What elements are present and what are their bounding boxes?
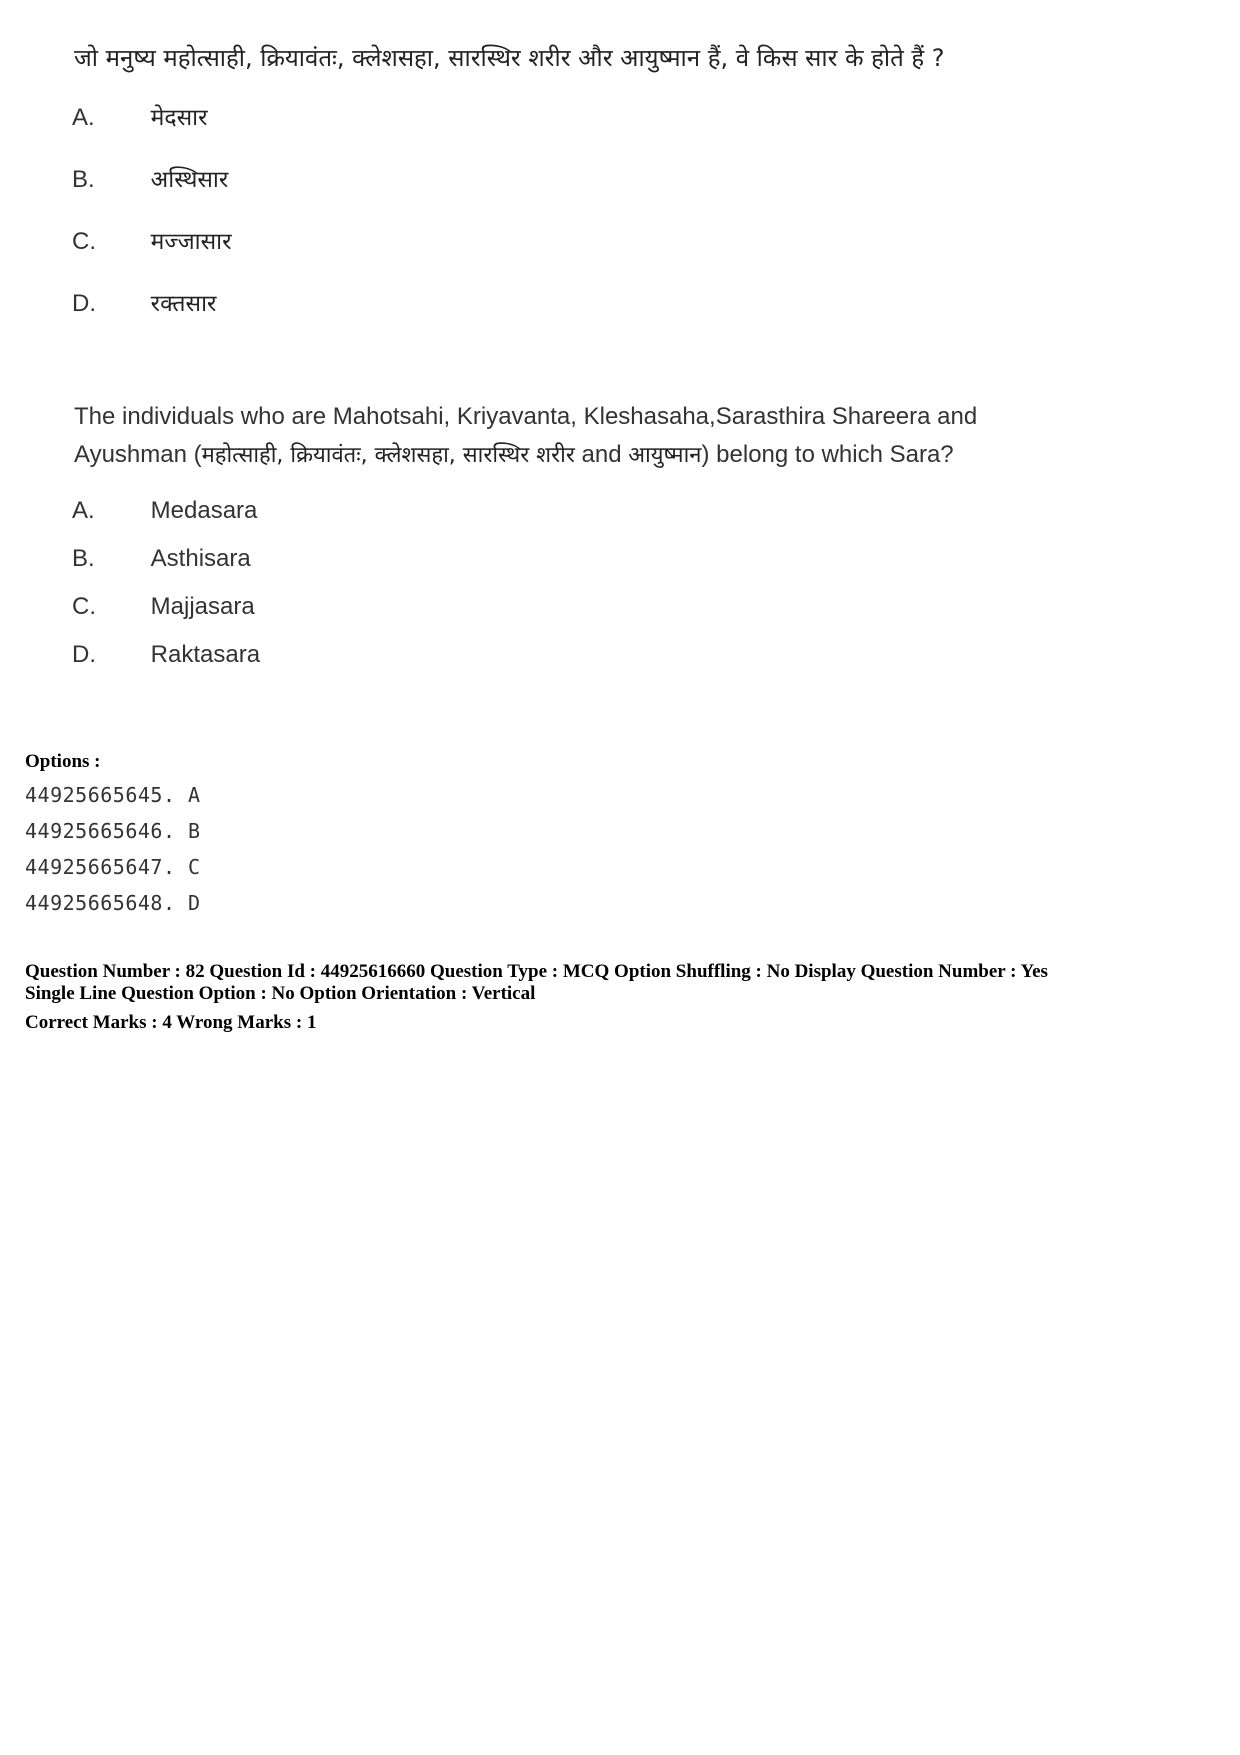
option-letter: B. — [72, 545, 95, 572]
option-text: Asthisara — [150, 545, 251, 572]
hindi-term-ayushman: आयुष्मान — [628, 443, 702, 468]
english-question-line-1: The individuals who are Mahotsahi, Kriyavanta, Kleshasaha,Sarasthira Shareera and — [74, 403, 978, 430]
english-option-c — [72, 589, 255, 625]
option-letter: C. — [72, 593, 96, 620]
hindi-terms: महोत्साही, क्रियावंतः, क्लेशसहा, सारस्थिर शरीर — [201, 443, 575, 468]
option-letter: B. — [72, 166, 95, 193]
english-question-line-2 — [74, 436, 1154, 475]
option-letter: D. — [72, 290, 96, 317]
hindi-option-c — [72, 224, 232, 260]
hindi-option-a — [72, 100, 208, 136]
option-code-b: 44925665646. B — [25, 819, 201, 843]
option-code-c: 44925665647. C — [25, 855, 201, 879]
and-word: and — [574, 441, 629, 468]
english-option-d — [72, 637, 260, 673]
option-text: मेदसार — [150, 105, 208, 131]
option-text: रक्तसार — [150, 291, 217, 317]
option-text: मज्जासार — [150, 229, 232, 255]
options-heading: Options : — [25, 751, 101, 772]
hindi-question-text: जो मनुष्य महोत्साही, क्रियावंतः, क्लेशसहा, सारस्थिर शरीर और आयुष्मान हैं, वे किस सार के होते हैं ? — [74, 44, 945, 72]
question-meta-line-1: Question Number : 82 Question Id : 44925616660 Question Type : MCQ Option Shuffling : No Display Question Number : Yes — [25, 961, 1048, 982]
english-option-b — [72, 541, 251, 577]
option-code-d: 44925665648. D — [25, 891, 201, 915]
question-marks-line: Correct Marks : 4 Wrong Marks : 1 — [25, 1012, 317, 1033]
option-text: Majjasara — [150, 593, 255, 620]
option-letter: A. — [72, 104, 95, 131]
line-2-start: Ayushman ( — [74, 441, 202, 468]
option-letter: C. — [72, 228, 96, 255]
hindi-option-b — [72, 162, 228, 198]
option-code-a: 44925665645. A — [25, 783, 201, 807]
option-text: Raktasara — [150, 641, 261, 668]
english-question-text — [74, 398, 1154, 475]
option-text: Medasara — [150, 497, 258, 524]
option-letter: A. — [72, 497, 95, 524]
option-letter: D. — [72, 641, 96, 668]
english-option-a — [72, 493, 257, 529]
line-2-end: ) belong to which Sara? — [701, 441, 954, 468]
hindi-option-d — [72, 286, 216, 322]
option-text: अस्थिसार — [150, 167, 229, 193]
question-meta-line-2: Single Line Question Option : No Option Orientation : Vertical — [25, 983, 536, 1004]
